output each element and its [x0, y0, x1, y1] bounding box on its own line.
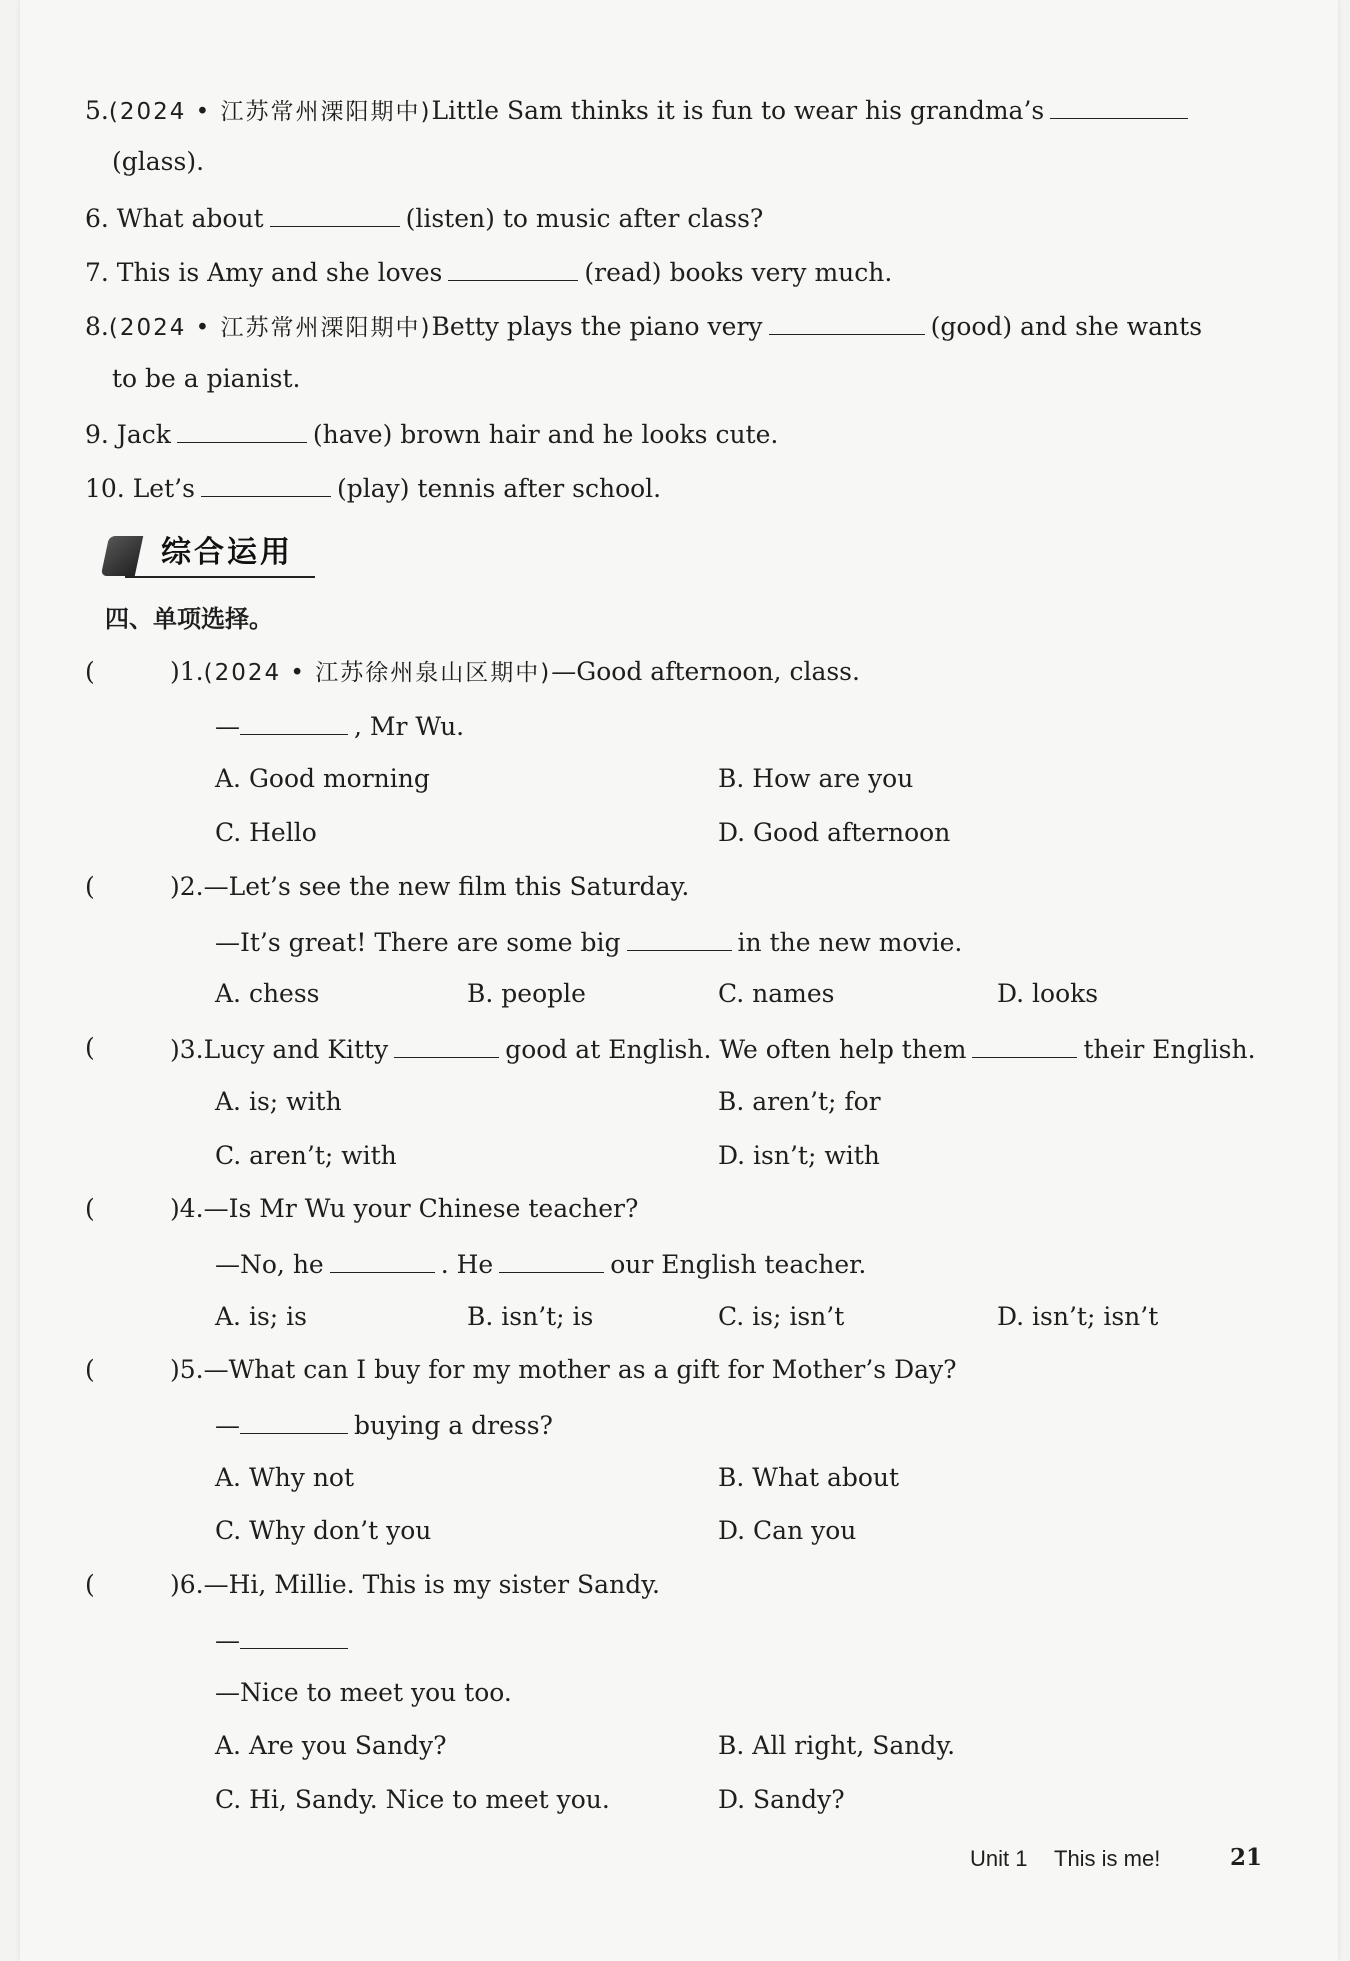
answer-blank[interactable] [394, 1031, 499, 1058]
item-text: —It’s great! There are some big [215, 928, 621, 957]
answer-blank[interactable] [330, 1246, 435, 1273]
section-banner [105, 532, 315, 578]
option-b[interactable]: B. How are you [718, 764, 914, 793]
mc-q2-line2 [215, 924, 962, 960]
page-number: 21 [1230, 1844, 1263, 1871]
item-text: — [215, 712, 240, 741]
answer-blank[interactable] [201, 470, 331, 497]
option-a[interactable]: A. Good morning [215, 764, 430, 793]
item-number: 5. [85, 96, 109, 125]
item-text: 6. What about [85, 204, 264, 233]
answer-paren[interactable]: ( [85, 657, 95, 686]
fill-item-5 [85, 92, 1194, 129]
answer-blank[interactable] [627, 924, 732, 951]
fill-item-9 [85, 416, 778, 452]
item-text: 9. Jack [85, 420, 171, 449]
item-text: —Is Mr Wu your Chinese teacher? [203, 1194, 639, 1223]
mc-q5-line2 [215, 1407, 553, 1443]
item-text: . He [440, 1250, 494, 1279]
option-b[interactable]: B. What about [718, 1463, 900, 1492]
answer-blank[interactable] [499, 1246, 604, 1273]
item-text: (play) tennis after school. [336, 474, 662, 503]
item-text: (good) and she wants [930, 312, 1203, 341]
option-b[interactable]: B. All right, Sandy. [718, 1731, 956, 1760]
mc-heading: 四、单项选择。 [105, 605, 273, 633]
item-text: , Mr Wu. [354, 712, 465, 741]
option-b[interactable]: B. aren’t; for [718, 1087, 881, 1116]
item-text: in the new movie. [737, 928, 963, 957]
answer-blank[interactable] [448, 254, 578, 281]
option-c[interactable]: C. Hello [215, 818, 317, 847]
answer-blank[interactable] [270, 200, 400, 227]
fill-item-10 [85, 470, 661, 506]
option-a[interactable]: A. is; with [215, 1087, 342, 1116]
option-a[interactable]: A. Why not [215, 1463, 355, 1492]
answer-blank[interactable] [240, 708, 348, 735]
item-text: (read) books very much. [584, 258, 893, 287]
option-a[interactable]: A. is; is [215, 1302, 307, 1331]
option-c[interactable]: C. is; isn’t [718, 1302, 845, 1331]
item-number: )1. [170, 657, 204, 686]
item-number: )5. [170, 1355, 204, 1384]
item-text: —What can I buy for my mother as a gift for Mother’s Day? [203, 1355, 957, 1384]
source-tag: (2024 • 江苏常州溧阳期中) [108, 315, 432, 341]
mc-q3-stem [170, 1031, 1256, 1067]
option-c[interactable]: C. Hi, Sandy. Nice to meet you. [215, 1785, 610, 1814]
option-d[interactable]: D. isn’t; with [718, 1141, 880, 1170]
option-c[interactable]: C. Why don’t you [215, 1516, 432, 1545]
answer-paren[interactable]: ( [85, 872, 95, 901]
item-text: (listen) to music after class? [405, 204, 764, 233]
option-d[interactable]: D. Sandy? [718, 1785, 845, 1814]
answer-paren[interactable]: ( [85, 1194, 95, 1223]
mc-q4-line2 [215, 1246, 866, 1282]
option-b[interactable]: B. people [467, 979, 586, 1008]
option-d[interactable]: D. isn’t; isn’t [997, 1302, 1159, 1331]
item-number: )6. [170, 1570, 204, 1599]
fill-item-6 [85, 200, 763, 236]
answer-blank[interactable] [1050, 92, 1188, 119]
fill-item-7 [85, 254, 892, 290]
source-tag: (2024 • 江苏徐州泉山区期中) [203, 660, 552, 686]
item-text: buying a dress? [354, 1411, 553, 1440]
item-text: —Let’s see the new film this Saturday. [203, 872, 690, 901]
item-text: Betty plays the piano very [431, 312, 763, 341]
answer-paren[interactable]: ( [85, 1355, 95, 1384]
footer-unit: Unit 1 [970, 1846, 1028, 1871]
item-text: our English teacher. [610, 1250, 867, 1279]
mc-q5-stem [170, 1353, 957, 1387]
item-text: Lucy and Kitty [203, 1035, 389, 1064]
option-b[interactable]: B. isn’t; is [467, 1302, 594, 1331]
item-text: (have) brown hair and he looks cute. [312, 420, 779, 449]
section-title: 综合运用 [161, 535, 293, 570]
answer-paren[interactable]: ( [85, 1570, 95, 1599]
mc-q1-stem [170, 655, 860, 690]
footer-unit-title: This is me! [1054, 1846, 1161, 1871]
item-text: —No, he [215, 1250, 324, 1279]
option-d[interactable]: D. looks [997, 979, 1099, 1008]
fill-item-8-continued: to be a pianist. [112, 364, 301, 393]
fill-item-8 [85, 308, 1202, 345]
option-d[interactable]: D. Good afternoon [718, 818, 951, 847]
mc-q6-line3: —Nice to meet you too. [215, 1678, 512, 1707]
mc-q6-stem [170, 1568, 660, 1602]
mc-q1-line2 [215, 708, 464, 744]
item-text: —Hi, Millie. This is my sister Sandy. [203, 1570, 660, 1599]
item-number: 8. [85, 312, 109, 341]
item-text: 10. Let’s [85, 474, 195, 503]
item-number: )2. [170, 872, 204, 901]
option-c[interactable]: C. aren’t; with [215, 1141, 397, 1170]
banner-icon [101, 536, 144, 576]
option-d[interactable]: D. Can you [718, 1516, 857, 1545]
item-text: — [215, 1411, 240, 1440]
fill-item-5-continued: (glass). [112, 147, 205, 176]
answer-blank[interactable] [769, 308, 925, 335]
worksheet-page [20, 0, 1338, 1961]
item-text: 7. This is Amy and she loves [85, 258, 443, 287]
item-number: )4. [170, 1194, 204, 1223]
mc-q2-stem [170, 870, 689, 904]
item-text: their English. [1083, 1035, 1256, 1064]
mc-q6-line2 [215, 1622, 354, 1658]
answer-blank[interactable] [240, 1407, 348, 1434]
mc-q4-stem [170, 1192, 638, 1226]
item-text: —Good afternoon, class. [551, 657, 860, 686]
answer-blank[interactable] [177, 416, 307, 443]
banner-underline [125, 576, 315, 578]
item-text: — [215, 1626, 240, 1655]
source-tag: (2024 • 江苏常州溧阳期中) [108, 99, 432, 125]
option-a[interactable]: A. Are you Sandy? [215, 1731, 447, 1760]
item-text: Little Sam thinks it is fun to wear his grandma’s [431, 96, 1045, 125]
answer-blank[interactable] [240, 1622, 348, 1649]
option-c[interactable]: C. names [718, 979, 835, 1008]
item-number: )3. [170, 1035, 204, 1064]
answer-paren[interactable]: ( [85, 1033, 95, 1062]
option-a[interactable]: A. chess [215, 979, 320, 1008]
item-text: good at English. We often help them [505, 1035, 967, 1064]
answer-blank[interactable] [972, 1031, 1077, 1058]
